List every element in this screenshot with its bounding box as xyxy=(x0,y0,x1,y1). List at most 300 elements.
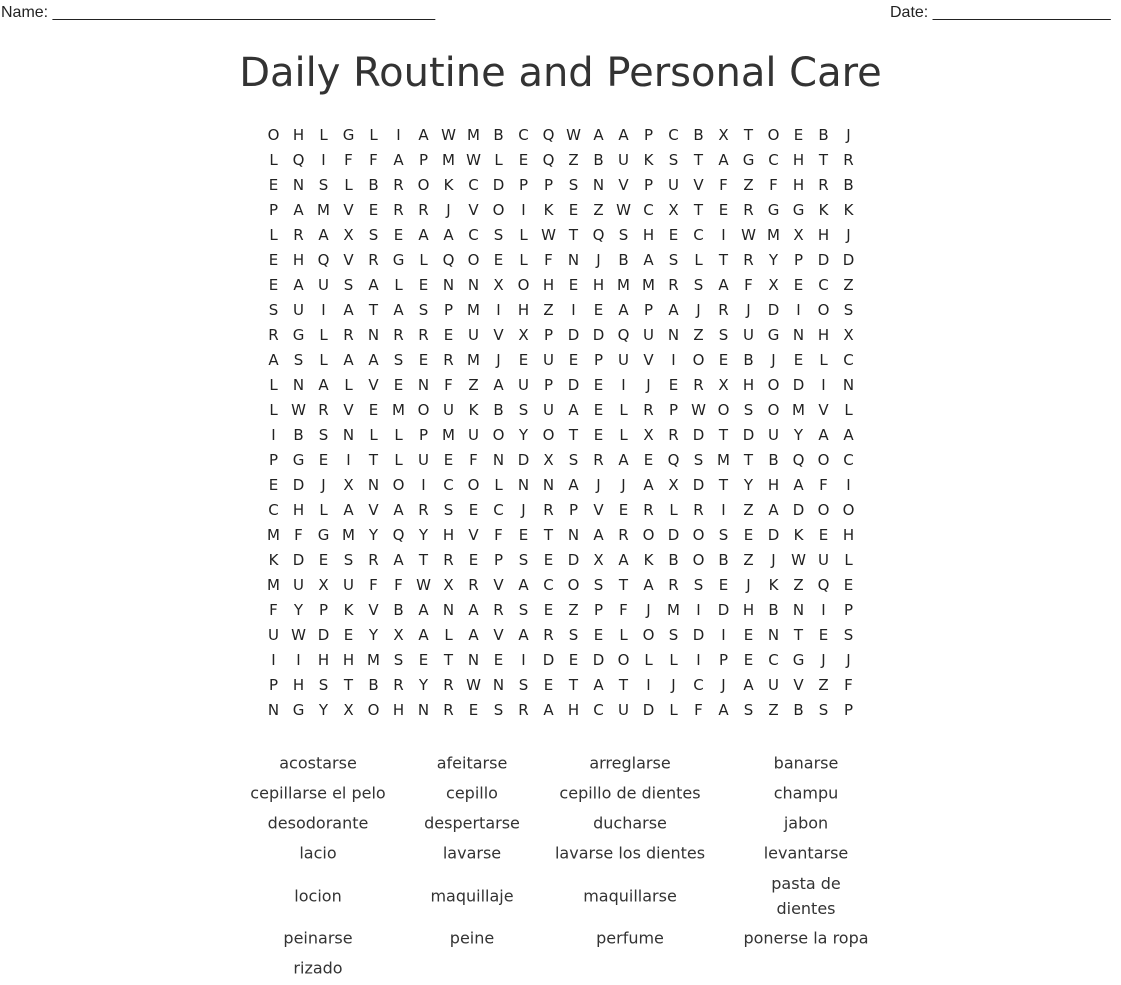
grid-cell: A xyxy=(393,501,404,519)
name-field[interactable]: Name: ___________________________________________ xyxy=(1,4,436,21)
grid-cell: I xyxy=(696,651,701,669)
grid-cell: H xyxy=(817,226,830,244)
grid-cell: L xyxy=(269,151,278,169)
grid-cell: E xyxy=(718,351,729,369)
grid-cell: A xyxy=(718,701,729,719)
grid-cell: B xyxy=(743,351,754,369)
grid-cell: L xyxy=(319,501,328,519)
grid-cell: S xyxy=(518,601,529,619)
grid-cell: Q xyxy=(442,251,455,269)
grid-cell: G xyxy=(317,526,330,544)
grid-cell: E xyxy=(543,601,554,619)
grid-cell: C xyxy=(693,226,704,244)
grid-cell: D xyxy=(842,251,855,269)
grid-row xyxy=(261,523,861,548)
grid-cell: E xyxy=(568,276,579,294)
grid-cell: F xyxy=(369,576,378,594)
grid-cell: T xyxy=(743,126,754,144)
grid-cell: E xyxy=(543,551,554,569)
grid-cell: U xyxy=(818,551,829,569)
grid-cell: L xyxy=(269,376,278,394)
grid-cell: N xyxy=(467,276,480,294)
grid-cell: N xyxy=(792,601,805,619)
grid-cell: A xyxy=(443,226,454,244)
grid-cell: L xyxy=(669,701,678,719)
grid-cell: X xyxy=(443,576,454,594)
grid-cell: R xyxy=(668,576,679,594)
grid-cell: R xyxy=(443,551,454,569)
grid-cell: L xyxy=(369,426,378,444)
grid-cell: I xyxy=(271,426,276,444)
grid-cell: R xyxy=(418,326,429,344)
grid-cell: A xyxy=(268,351,279,369)
grid-cell: H xyxy=(342,651,355,669)
grid-cell: H xyxy=(442,526,455,544)
grid-cell: L xyxy=(494,476,503,494)
grid-cell: M xyxy=(792,401,805,419)
grid-cell: H xyxy=(292,676,305,694)
grid-cell: P xyxy=(668,401,679,419)
grid-cell: L xyxy=(694,251,703,269)
grid-cell: Z xyxy=(793,576,804,594)
grid-cell: N xyxy=(417,376,430,394)
grid-cell: O xyxy=(692,351,705,369)
grid-cell: T xyxy=(368,301,379,319)
grid-cell: L xyxy=(669,651,678,669)
grid-cell: S xyxy=(443,501,454,519)
grid-cell: Z xyxy=(568,151,579,169)
grid-cell: U xyxy=(743,326,754,344)
grid-cell: U xyxy=(468,326,479,344)
grid-cell: P xyxy=(643,301,654,319)
grid-cell: W xyxy=(416,576,431,594)
grid-cell: F xyxy=(619,601,628,619)
grid-cell: A xyxy=(393,151,404,169)
grid-cell: U xyxy=(268,626,279,644)
grid-cell: A xyxy=(593,126,604,144)
word-list-item: arreglarse xyxy=(589,753,671,773)
grid-cell: R xyxy=(618,526,629,544)
grid-cell: V xyxy=(343,251,354,269)
grid-cell: P xyxy=(593,351,604,369)
grid-cell: U xyxy=(418,451,429,469)
grid-cell: O xyxy=(692,551,705,569)
grid-cell: P xyxy=(643,126,654,144)
grid-cell: E xyxy=(593,301,604,319)
grid-cell: C xyxy=(268,501,279,519)
grid-row xyxy=(261,598,861,623)
grid-cell: U xyxy=(443,401,454,419)
grid-cell: D xyxy=(292,551,305,569)
grid-cell: R xyxy=(368,251,379,269)
grid-cell: I xyxy=(821,376,826,394)
grid-cell: E xyxy=(793,276,804,294)
grid-cell: A xyxy=(493,376,504,394)
grid-cell: D xyxy=(667,526,680,544)
grid-cell: A xyxy=(518,626,529,644)
grid-cell: P xyxy=(843,601,854,619)
grid-cell: W xyxy=(291,626,306,644)
grid-cell: B xyxy=(493,401,504,419)
grid-cell: O xyxy=(367,701,380,719)
grid-cell: J xyxy=(671,676,676,694)
grid-cell: A xyxy=(393,301,404,319)
grid-cell: E xyxy=(618,501,629,519)
grid-cell: E xyxy=(418,276,429,294)
grid-cell: Q xyxy=(667,451,680,469)
grid-cell: S xyxy=(568,451,579,469)
grid-cell: R xyxy=(543,501,554,519)
grid-cell: A xyxy=(568,476,579,494)
grid-cell: J xyxy=(646,601,651,619)
grid-cell: U xyxy=(618,351,629,369)
grid-cell: D xyxy=(742,426,755,444)
grid-cell: Q xyxy=(542,126,555,144)
grid-cell: G xyxy=(342,126,355,144)
grid-cell: E xyxy=(468,501,479,519)
word-list-item: lacio xyxy=(299,843,337,863)
grid-cell: T xyxy=(718,426,729,444)
grid-cell: R xyxy=(718,301,729,319)
grid-cell: E xyxy=(393,226,404,244)
grid-cell: K xyxy=(268,551,279,569)
grid-cell: T xyxy=(693,151,704,169)
grid-cell: S xyxy=(743,401,754,419)
grid-cell: S xyxy=(518,551,529,569)
grid-cell: S xyxy=(568,626,579,644)
grid-cell: R xyxy=(293,226,304,244)
grid-cell: T xyxy=(818,151,829,169)
grid-cell: N xyxy=(467,651,480,669)
grid-cell: U xyxy=(468,426,479,444)
grid-cell: L xyxy=(394,426,403,444)
grid-cell: X xyxy=(593,551,604,569)
grid-cell: E xyxy=(368,401,379,419)
grid-cell: L xyxy=(319,351,328,369)
grid-cell: A xyxy=(668,301,679,319)
grid-cell: R xyxy=(743,251,754,269)
grid-row xyxy=(261,273,861,298)
grid-cell: I xyxy=(721,226,726,244)
grid-cell: A xyxy=(343,501,354,519)
grid-cell: V xyxy=(493,576,504,594)
grid-cell: T xyxy=(693,201,704,219)
grid-cell: N xyxy=(492,676,505,694)
grid-cell: R xyxy=(693,501,704,519)
grid-cell: J xyxy=(646,376,651,394)
grid-cell: X xyxy=(393,626,404,644)
grid-cell: A xyxy=(518,576,529,594)
grid-cell: E xyxy=(668,376,679,394)
grid-cell: T xyxy=(568,226,579,244)
grid-cell: J xyxy=(596,251,601,269)
grid-cell: L xyxy=(819,351,828,369)
grid-cell: R xyxy=(443,676,454,694)
grid-cell: V xyxy=(493,326,504,344)
word-list-item: peine xyxy=(449,928,495,948)
grid-cell: V xyxy=(343,201,354,219)
grid-cell: R xyxy=(393,676,404,694)
grid-cell: G xyxy=(292,451,305,469)
page-title: Daily Routine and Personal Care xyxy=(239,50,882,96)
grid-cell: P xyxy=(543,176,554,194)
grid-cell: S xyxy=(343,551,354,569)
grid-cell: D xyxy=(692,476,705,494)
grid-cell: P xyxy=(493,551,504,569)
grid-cell: U xyxy=(543,401,554,419)
grid-cell: B xyxy=(843,176,854,194)
grid-cell: Y xyxy=(768,251,779,269)
grid-cell: B xyxy=(768,451,779,469)
grid-cell: K xyxy=(343,601,354,619)
grid-cell: E xyxy=(543,676,554,694)
grid-cell: N xyxy=(292,176,305,194)
grid-row xyxy=(261,648,861,673)
grid-cell: M xyxy=(267,576,280,594)
grid-cell: C xyxy=(768,651,779,669)
grid-cell: M xyxy=(467,351,480,369)
grid-cell: M xyxy=(667,601,680,619)
grid-cell: H xyxy=(567,701,580,719)
grid-cell: E xyxy=(268,251,279,269)
grid-cell: L xyxy=(619,626,628,644)
grid-cell: U xyxy=(768,426,779,444)
grid-cell: Z xyxy=(693,326,704,344)
grid-cell: D xyxy=(717,601,730,619)
grid-row xyxy=(261,248,861,273)
grid-row xyxy=(261,223,861,248)
grid-cell: I xyxy=(421,476,426,494)
grid-cell: H xyxy=(292,126,305,144)
grid-cell: K xyxy=(643,551,654,569)
grid-cell: A xyxy=(418,601,429,619)
grid-cell: E xyxy=(718,201,729,219)
grid-cell: O xyxy=(492,201,505,219)
grid-cell: S xyxy=(593,576,604,594)
grid-cell: O xyxy=(417,401,430,419)
grid-cell: O xyxy=(767,401,780,419)
grid-cell: I xyxy=(521,201,526,219)
grid-cell: I xyxy=(296,651,301,669)
grid-cell: A xyxy=(418,626,429,644)
grid-cell: L xyxy=(519,251,528,269)
grid-cell: S xyxy=(843,301,854,319)
grid-cell: E xyxy=(343,626,354,644)
grid-cell: F xyxy=(394,576,403,594)
grid-cell: E xyxy=(743,651,754,669)
grid-cell: P xyxy=(418,426,429,444)
grid-cell: E xyxy=(368,201,379,219)
grid-cell: E xyxy=(643,451,654,469)
grid-cell: O xyxy=(642,626,655,644)
grid-cell: A xyxy=(393,551,404,569)
grid-cell: G xyxy=(792,201,805,219)
date-field[interactable]: Date: ____________________ xyxy=(890,4,1111,21)
grid-cell: J xyxy=(696,301,701,319)
grid-cell: B xyxy=(493,126,504,144)
grid-cell: R xyxy=(668,276,679,294)
grid-cell: E xyxy=(493,651,504,669)
grid-cell: X xyxy=(318,576,329,594)
grid-cell: A xyxy=(343,301,354,319)
grid-cell: H xyxy=(317,651,330,669)
grid-cell: J xyxy=(446,201,451,219)
grid-cell: V xyxy=(343,401,354,419)
grid-cell: Z xyxy=(743,551,754,569)
grid-cell: S xyxy=(418,301,429,319)
grid-cell: O xyxy=(542,426,555,444)
grid-cell: A xyxy=(318,376,329,394)
grid-cell: H xyxy=(292,501,305,519)
grid-cell: H xyxy=(517,301,530,319)
grid-cell: L xyxy=(269,401,278,419)
grid-cell: E xyxy=(793,351,804,369)
grid-cell: S xyxy=(668,251,679,269)
grid-cell: L xyxy=(394,276,403,294)
grid-cell: C xyxy=(643,201,654,219)
grid-cell: E xyxy=(268,276,279,294)
grid-cell: R xyxy=(543,626,554,644)
grid-cell: L xyxy=(319,126,328,144)
grid-cell: Z xyxy=(768,701,779,719)
grid-cell: A xyxy=(468,601,479,619)
grid-cell: S xyxy=(743,701,754,719)
grid-cell: Y xyxy=(418,526,429,544)
grid-cell: B xyxy=(693,126,704,144)
grid-cell: R xyxy=(493,601,504,619)
grid-cell: O xyxy=(492,426,505,444)
grid-cell: E xyxy=(743,626,754,644)
grid-cell: V xyxy=(493,626,504,644)
grid-cell: S xyxy=(318,176,329,194)
grid-cell: A xyxy=(643,576,654,594)
grid-cell: O xyxy=(767,376,780,394)
grid-cell: S xyxy=(393,351,404,369)
grid-cell: S xyxy=(718,526,729,544)
grid-cell: T xyxy=(418,551,429,569)
grid-cell: Z xyxy=(743,501,754,519)
grid-cell: C xyxy=(468,176,479,194)
grid-cell: N xyxy=(517,476,530,494)
grid-cell: I xyxy=(721,501,726,519)
grid-cell: P xyxy=(793,251,804,269)
grid-cell: F xyxy=(444,376,453,394)
grid-cell: I xyxy=(671,351,676,369)
grid-cell: R xyxy=(593,451,604,469)
grid-cell: F xyxy=(269,601,278,619)
grid-cell: A xyxy=(293,276,304,294)
grid-cell: K xyxy=(443,176,454,194)
grid-cell: P xyxy=(568,501,579,519)
grid-cell: A xyxy=(568,401,579,419)
grid-cell: X xyxy=(668,201,679,219)
grid-cell: I xyxy=(846,476,851,494)
grid-cell: U xyxy=(293,301,304,319)
grid-cell: P xyxy=(318,601,329,619)
grid-row xyxy=(261,398,861,423)
grid-cell: Q xyxy=(392,526,405,544)
grid-cell: X xyxy=(343,226,354,244)
grid-cell: X xyxy=(843,326,854,344)
grid-cell: Y xyxy=(368,626,379,644)
grid-cell: X xyxy=(793,226,804,244)
grid-cell: M xyxy=(392,401,405,419)
grid-cell: R xyxy=(393,326,404,344)
grid-cell: J xyxy=(771,351,776,369)
grid-cell: H xyxy=(742,376,755,394)
grid-cell: T xyxy=(568,426,579,444)
grid-row xyxy=(261,673,861,698)
grid-cell: A xyxy=(468,626,479,644)
grid-cell: S xyxy=(518,401,529,419)
grid-row xyxy=(261,323,861,348)
grid-cell: E xyxy=(593,401,604,419)
grid-cell: W xyxy=(541,226,556,244)
grid-cell: J xyxy=(521,501,526,519)
grid-cell: M xyxy=(717,451,730,469)
grid-cell: A xyxy=(343,351,354,369)
grid-cell: R xyxy=(468,576,479,594)
grid-cell: E xyxy=(393,376,404,394)
grid-cell: S xyxy=(668,151,679,169)
word-list-item: peinarse xyxy=(283,928,353,948)
grid-cell: T xyxy=(568,676,579,694)
grid-cell: L xyxy=(844,551,853,569)
grid-cell: H xyxy=(842,526,855,544)
grid-cell: E xyxy=(518,526,529,544)
word-list-item: ducharse xyxy=(593,813,667,833)
grid-cell: E xyxy=(593,376,604,394)
grid-cell: I xyxy=(796,301,801,319)
grid-cell: C xyxy=(518,126,529,144)
grid-cell: Q xyxy=(542,151,555,169)
grid-cell: C xyxy=(693,676,704,694)
grid-cell: H xyxy=(292,251,305,269)
word-list-item: lavarse xyxy=(442,843,502,863)
grid-cell: Y xyxy=(518,426,529,444)
grid-cell: P xyxy=(843,701,854,719)
grid-cell: R xyxy=(443,351,454,369)
word-list-item: cepillo de dientes xyxy=(559,783,701,803)
grid-cell: E xyxy=(418,651,429,669)
word-list-item: pasta de dientes xyxy=(771,874,841,918)
grid-cell: I xyxy=(521,651,526,669)
grid-cell: D xyxy=(292,476,305,494)
grid-cell: X xyxy=(643,426,654,444)
grid-cell: H xyxy=(767,476,780,494)
grid-cell: O xyxy=(617,651,630,669)
grid-cell: V xyxy=(593,501,604,519)
grid-cell: O xyxy=(417,176,430,194)
grid-cell: X xyxy=(343,701,354,719)
grid-cell: D xyxy=(592,651,605,669)
grid-cell: M xyxy=(767,226,780,244)
word-list-item: locion xyxy=(294,886,342,906)
grid-cell: S xyxy=(518,676,529,694)
grid-cell: L xyxy=(619,401,628,419)
grid-cell: V xyxy=(368,376,379,394)
grid-cell: A xyxy=(418,226,429,244)
grid-cell: E xyxy=(268,176,279,194)
grid-cell: P xyxy=(443,301,454,319)
grid-cell: R xyxy=(818,176,829,194)
grid-row xyxy=(261,498,861,523)
grid-cell: M xyxy=(317,201,330,219)
grid-cell: X xyxy=(518,326,529,344)
grid-cell: P xyxy=(593,601,604,619)
grid-cell: L xyxy=(344,176,353,194)
grid-cell: J xyxy=(621,476,626,494)
